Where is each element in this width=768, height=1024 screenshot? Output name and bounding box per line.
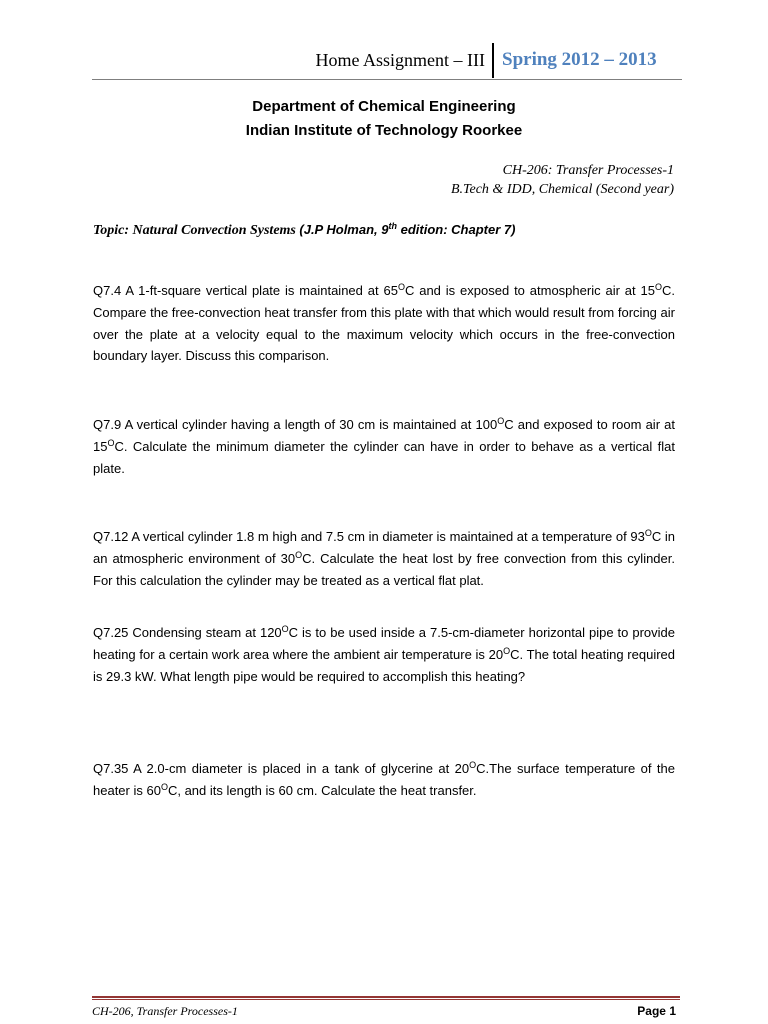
footer-rule-thick bbox=[92, 996, 680, 998]
course-program: B.Tech & IDD, Chemical (Second year) bbox=[450, 182, 674, 197]
question-q7-12: Q7.12 A vertical cylinder 1.8 m high and 7.5 cm in diameter is maintained at a temperature of $93^OC$ in an atmospheric environment of $30^OC$. Calculate the heat lost by free convection from this cylinder. For this calculation the cylinder may be treated as a vertical flat plat. bbox=[93, 528, 675, 588]
institute-name: Indian Institute of Technology Roorkee bbox=[245, 122, 523, 139]
page-number: Page 1 bbox=[637, 1004, 676, 1018]
header-title: Home Assignment – III bbox=[315, 50, 485, 70]
header-rule bbox=[92, 79, 682, 80]
topic-label: Topic: Natural Convection Systems bbox=[93, 223, 296, 238]
footer-course: CH-206, Transfer Processes-1 bbox=[92, 1004, 238, 1018]
footer-rule-thin bbox=[92, 999, 680, 1000]
question-q7-4: Q7.4 A 1-ft-square vertical plate is maintained at $65^OC$ and is exposed to atmospheric air at $15^OC$. Compare the free-convection heat transfer from this plate with that which would result from forcing air over the plate at a velocity equal to the maximum velocity which occurs in the free-convection boundary layer. Discuss this comparison. bbox=[93, 282, 675, 364]
page-header bbox=[92, 42, 682, 82]
department-name: Department of Chemical Engineering bbox=[252, 98, 516, 115]
question-q7-25: Q7.25 Condensing steam at $120^OC$ is to be used inside a 7.5-cm-diameter horizontal pipe to provide heating for a certain work area where the ambient air temperature is $20^OC$. The total heating required is 29.3 kW. What length pipe would be required to accomplish this heating? bbox=[93, 624, 676, 684]
course-title: CH-206: Transfer Processes-1 bbox=[502, 163, 674, 178]
question-q7-9: Q7.9 A vertical cylinder having a length of 30 cm is maintained at $100^OC$ and exposed to room air at $15^OC$. Calculate the minimum diameter the cylinder can have in order to behave as a vertical flat plate. bbox=[93, 416, 676, 476]
header-separator bbox=[492, 43, 494, 78]
question-q7-35: Q7.35 A 2.0-cm diameter is placed in a tank of glycerine at $20^OC.The$ surface temperature of the heater is $60^OC$, and its length is 60 cm. Calculate the heat transfer. bbox=[93, 760, 675, 798]
topic-reference: (J.P Holman, 9th edition: Chapter 7) bbox=[299, 221, 516, 237]
header-season: Spring 2012 – 2013 bbox=[502, 49, 657, 70]
topic-heading bbox=[93, 222, 515, 239]
